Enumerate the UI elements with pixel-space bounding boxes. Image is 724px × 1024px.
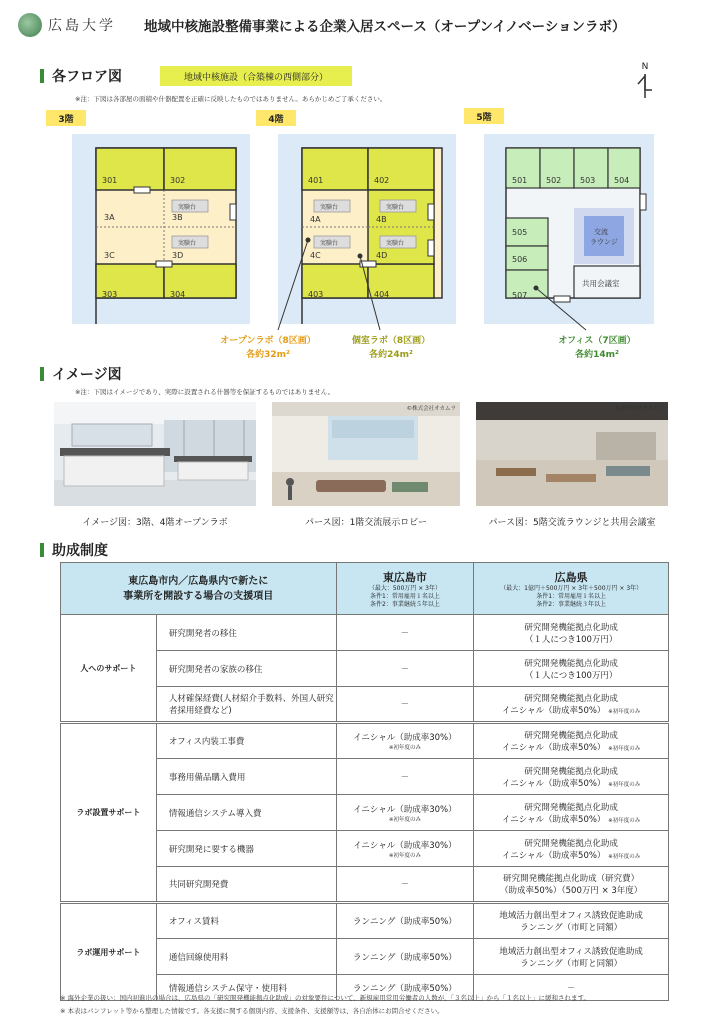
room-401: 401 [308, 176, 324, 185]
room-501: 501 [512, 176, 528, 185]
bench-label: 実験台 [178, 204, 197, 211]
bench-label: 実験台 [320, 240, 339, 247]
room-504: 504 [614, 176, 630, 185]
lab-image [54, 402, 256, 506]
room-506: 506 [512, 255, 528, 264]
table-row: 研究開発者の家族の移住 － 研究開発機能拠点化助成 （１人につき100万円） [61, 651, 669, 687]
lobby-image [272, 402, 460, 506]
room-4d: 4D [376, 251, 388, 260]
table-row: 人へのサポート 研究開発者の移住 － 研究開発機能拠点化助成 （１人につき100万円） [61, 615, 669, 651]
table-header-city: 東広島市 （最大：500万円 × 3年） 条件1：常用雇用１名以上 条件2：事業継続５年以上 [336, 563, 474, 615]
image-credit: ©株式会社オカムラ [406, 406, 456, 412]
room-505: 505 [512, 228, 528, 237]
bench-label: 実験台 [386, 240, 405, 247]
table-row: 共同研究開発費 － 研究開発機能拠点化助成（研究費） （助成率50%）（500万円 × 3年度） [61, 867, 669, 903]
table-row: 情報通信システム導入費 イニシャル（助成率30%） ※初年度のみ 研究開発機能拠点化助成 イニシャル（助成率50%） ※初年度のみ [61, 795, 669, 831]
room-302: 302 [170, 176, 186, 185]
floor-section-heading: 各フロア図 [40, 66, 122, 86]
room-4c: 4C [310, 251, 321, 260]
room-3b: 3B [172, 213, 183, 222]
category-lab-operation-support: ラボ運用サポート [61, 903, 157, 1001]
table-header-pref: 広島県 （最大：1億円＋500万円 × 3年＋500万円 × 3年） 条件1：常用雇用１名以上 条件2：事業継続３年以上 [474, 563, 669, 615]
bench-label: 実験台 [386, 204, 405, 211]
bench-label: 実験台 [178, 240, 197, 247]
room-301: 301 [102, 176, 118, 185]
table-row: 人材確保経費(人材紹介手数料、外国人研究者採用経費など) － 研究開発機能拠点化助成 イニシャル（助成率50%） ※初年度のみ [61, 687, 669, 723]
image-credit: ©株式会社オカムラ [614, 406, 664, 412]
subsidy-section-heading: 助成制度 [40, 540, 108, 560]
floor-label-3: 3階 [46, 110, 86, 126]
university-name: 広島大学 [48, 18, 116, 34]
image-section-heading: イメージ図 [40, 364, 122, 384]
table-row: ラボ運用サポート オフィス賃料 ランニング（助成率50%） 地域活力創出型オフィス誘致促進助成 ランニング（市町と同額） [61, 903, 669, 939]
page-title: 地域中核施設整備事業による企業入居スペース（オープンイノベーションラボ） [144, 19, 626, 35]
footnote-1: ※ 海外企業の扱い：国内初進出の場合は、広島県の「研究開発機能拠点化助成」の対象要件について、新規雇用常用労働者の人数が、「３名以上」から「１名以上」に緩和されます。 [60, 994, 590, 1002]
room-4b: 4B [376, 215, 387, 224]
room-404: 404 [374, 290, 390, 299]
caption-lounge: パース図：5階交流ラウンジと共用会議室 [488, 518, 656, 528]
table-row: ラボ設置サポート オフィス内装工事費 イニシャル（助成率30%） ※初年度のみ 研究開発機能拠点化助成 イニシャル（助成率50%） ※初年度のみ [61, 723, 669, 759]
subsidy-table [60, 562, 669, 1001]
room-507: 507 [512, 291, 528, 300]
floor-label-5: 5階 [464, 108, 504, 124]
legend-private-lab: 個室ラボ（8区画） 各約24m² [351, 336, 431, 360]
table-row: 事務用備品購入費用 － 研究開発機能拠点化助成 イニシャル（助成率50%） ※初年度のみ [61, 759, 669, 795]
room-304: 304 [170, 290, 186, 299]
lounge-image [476, 402, 668, 506]
category-lab-setup-support: ラボ設置サポート [61, 723, 157, 903]
facility-badge: 地域中核施設（合築棟の西側部分） [160, 66, 352, 86]
room-3c: 3C [104, 251, 115, 260]
room-4a: 4A [310, 215, 321, 224]
legend-open-lab: オープンラボ（8区画） 各約32m² [220, 336, 316, 360]
room-503: 503 [580, 176, 596, 185]
legend-office: オフィス（7区画） 各約14m² [558, 336, 636, 360]
table-row: 情報通信システム保守・使用料 ランニング（助成率50%） － [61, 975, 669, 1001]
caption-lobby: パース図：1階交流展示ロビー [305, 518, 427, 528]
caption-lab: イメージ図：3階、4階オープンラボ [82, 518, 228, 528]
table-row: 通信回線使用料 ランニング（助成率50%） 地域活力創出型オフィス誘致促進助成 ランニング（市町と同額） [61, 939, 669, 975]
north-arrow-icon: N [630, 62, 660, 102]
floor-label-4: 4階 [256, 110, 296, 126]
footnote-2: ※ 本表はパンフレット等から整理した情報です。各支援に関する個別内容、支援条件、支援額等は、各自治体にお問合せください。 [60, 1007, 444, 1015]
bench-label: 実験台 [320, 204, 339, 211]
table-header-main: 東広島市内／広島県内で新たに 事業所を開設する場合の支援項目 [61, 563, 337, 615]
room-3a: 3A [104, 213, 115, 222]
room-502: 502 [546, 176, 562, 185]
table-row: 研究開発に要する機器 イニシャル（助成率30%） ※初年度のみ 研究開発機能拠点化助成 イニシャル（助成率50%） ※初年度のみ [61, 831, 669, 867]
lounge-label-2: ラウンジ [590, 238, 618, 246]
meeting-room-label: 共用会議室 [582, 279, 620, 288]
room-3d: 3D [172, 251, 184, 260]
category-people-support: 人へのサポート [61, 615, 157, 723]
image-note: ※注：下図はイメージであり、実際に設置される什器等を保証するものではありません。 [75, 388, 335, 396]
room-403: 403 [308, 290, 324, 299]
room-402: 402 [374, 176, 390, 185]
floor-note: ※注：下図は各部屋の面積や什器配置を正確に反映したものではありません。あらかじめご了承ください。 [75, 95, 387, 103]
room-303: 303 [102, 290, 118, 299]
lounge-label: 交流 [594, 228, 608, 236]
